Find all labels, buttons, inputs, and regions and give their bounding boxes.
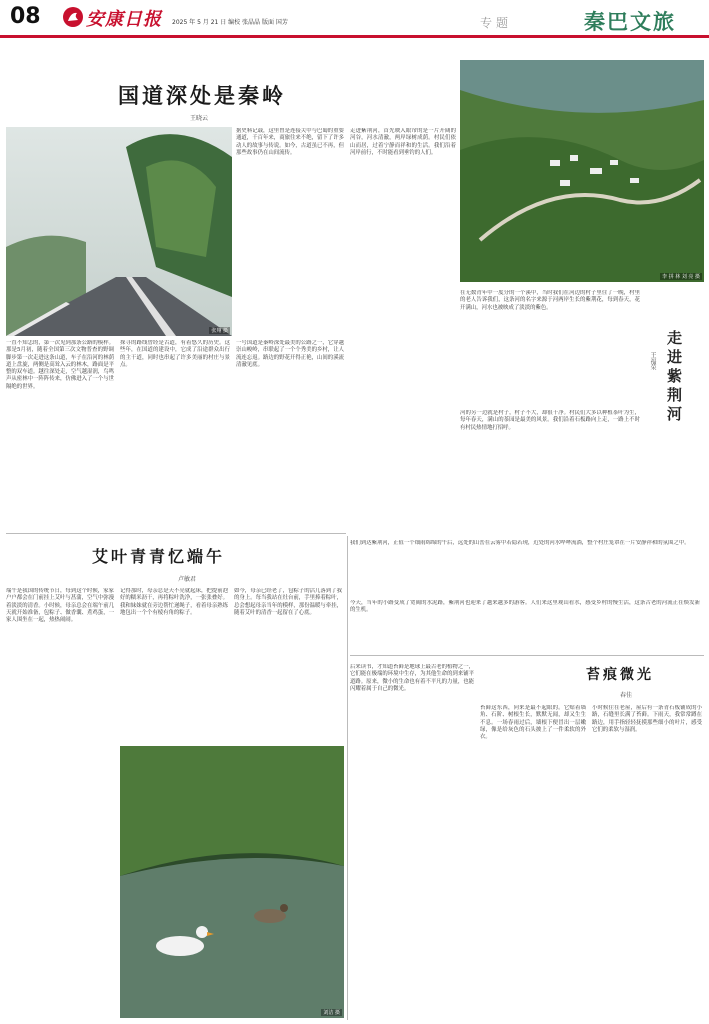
- article-4-author: 春佳: [620, 692, 633, 699]
- article-2-col-a: 在无数青年中一度分的一个溪中，当时我们在河边的村子里住了一晚，村里的老人告诉我们，这条河的名字来源于河两岸生长的紫荆花，每到春天，花开满山，河水也被映成了淡淡的紫色。: [460, 290, 640, 311]
- article-3-col-a: 端午是我国的传统节日，每到这个时候，家家户户都会在门前挂上艾叶与菖蒲，空气中弥漫着淡淡的清香。小时候，母亲总会在端午前几天就开始准备，包粽子、做香囊、煮鸡蛋，一家人围坐在一起，热热闹闹。: [6, 588, 114, 624]
- article-1-title: 国道深处是秦岭: [118, 83, 286, 108]
- divider-2: [350, 655, 704, 656]
- article-4-col-c: 后来读书，才知道苔藓是地球上最古老的植物之一，它们能在极端的环境中生存，为其他生命的到来铺平道路。原来，微小的生命也有着不平凡的力量，也能闪耀着属于自己的微光。: [350, 664, 474, 692]
- column-name: 秦巴文旅: [584, 9, 676, 34]
- article-3-col-b: 记得那时，母亲总是天不亮就起床，把提前泡好的糯米沥干，再将粽叶洗净，一张张叠好。我和妹妹就在旁边帮忙递绳子，看着母亲熟练地包出一个个有棱有角的粽子。: [120, 588, 228, 616]
- pond-geese-photo: [120, 746, 344, 1018]
- divider-3: [347, 536, 348, 1020]
- paper-name: 安康日报: [86, 9, 162, 30]
- village-aerial-photo: [460, 60, 704, 282]
- photo-credit-1: 张翔 摄: [211, 328, 228, 334]
- section-label: 专题: [480, 16, 513, 30]
- date-line: 2025 年 5 月 21 日 编校 张晶晶 版面 国芳: [172, 19, 288, 26]
- article-4-title: 苔痕微光: [586, 667, 654, 683]
- article-3-col-c: 如今，母亲已经老了，包粽子的活儿落到了我的身上。每当我站在灶台前，手里捧着粽叶，总会想起母亲当年的模样，那份温暖与牵挂，随着艾叶的清香一起留在了心底。: [234, 588, 342, 616]
- article-1-col-e: 走进紫荆河，首先映入眼帘的是一片开阔的河谷，河水清澈，两岸绿树成荫。村民们依山而居，过着宁静而祥和的生活。我们沿着河岸前行，不时能看到垂钓的人们。: [350, 128, 456, 156]
- article-1-col-c: 据史料记载，这里曾是连接关中与巴蜀的重要通道，千百年来，商旅往来不绝，留下了许多动人的故事与传说。如今，古道虽已不再，但那些故事仍在山间流传。: [236, 128, 344, 156]
- article-2-title: 走进紫荆河: [665, 330, 683, 425]
- header-rule: [0, 35, 709, 38]
- article-1-col-d: 一号国道是秦岭深处最美的公路之一，它穿越崇山峻岭，串联起了一个个秀美的乡村，让人流连忘返。路边的野花开得正艳，山间的溪流清澈见底。: [236, 340, 344, 368]
- divider-1: [6, 533, 346, 534]
- article-1-col-b: 探寻的路线曾经是古道，有着悠久的历史。这些年，在国道的建设中，它成了沿途群众出行的主干道，同时也串起了许多美丽的村庄与景点。: [120, 340, 230, 368]
- page-number: 08: [10, 4, 41, 29]
- article-3-author: 卢敏君: [178, 576, 197, 583]
- rooster-logo-icon: [62, 6, 84, 28]
- article-3-title: 艾叶青青忆端午: [92, 547, 226, 566]
- article-2-author: 王福荣: [649, 352, 656, 370]
- photo-credit-3: 刘洁 摄: [323, 1010, 340, 1016]
- article-1-col-a: 一直不知怎的，第一次见到那条公路的模样。那是5月初，随着全国第三次文物普查的野调脚步第一次走进这条山道，车子在沿河的林荫道上盘旋，两侧是高耸入云的林木，路面是平整的双车道。越往深处走，空气越湿润，鸟鸣声从密林中一阵阵传来，仿佛进入了一个与世隔绝的世界。: [6, 340, 114, 390]
- article-4-col-b: 小时候住在老屋，屋后有一条青石板铺成的小路，石缝里长满了苔藓。下雨天，我常常蹲在路边，用手指轻轻抚摸那些细小的叶片，感受它们的柔软与湿润。: [592, 705, 702, 733]
- article-2-col-d: 今天，当年的小路变成了宽阔的水泥路，紫荆河也迎来了越来越多的游客。人们来这里观山看水，感受乡村的慢生活，这条古老的河流正在焕发新的生机。: [350, 600, 700, 614]
- photo-credit-2: 李 拼 林 刘 亮 摄: [662, 274, 700, 280]
- article-2-col-b: 河的另一边就是村子，村子不大，却很干净。村民们大多以种植茶叶为生，每年春天，满山的茶园是最美的风景。我们沿着石板路向上走，一路上不时有村民热情地打招呼。: [460, 410, 640, 431]
- article-4-col-a: 苔藓这东西，向来是最不起眼的。它贴着墙角、石阶、树根生长，默默无闻，却又生生不息。一场春雨过后，墙根下便冒出一层嫩绿，像是给灰色的石头披上了一件柔软的外衣。: [480, 705, 586, 741]
- mountain-road-photo: [6, 127, 232, 336]
- article-2-col-c: 我们到达紫荆河，正值一个细雨绵绵的午后，远处的山峦在云雾中若隐若现，近处的河水哗哗流淌，整个村庄笼罩在一片安静祥和的氛围之中。: [350, 540, 690, 546]
- article-1-author: 王晓云: [190, 115, 209, 122]
